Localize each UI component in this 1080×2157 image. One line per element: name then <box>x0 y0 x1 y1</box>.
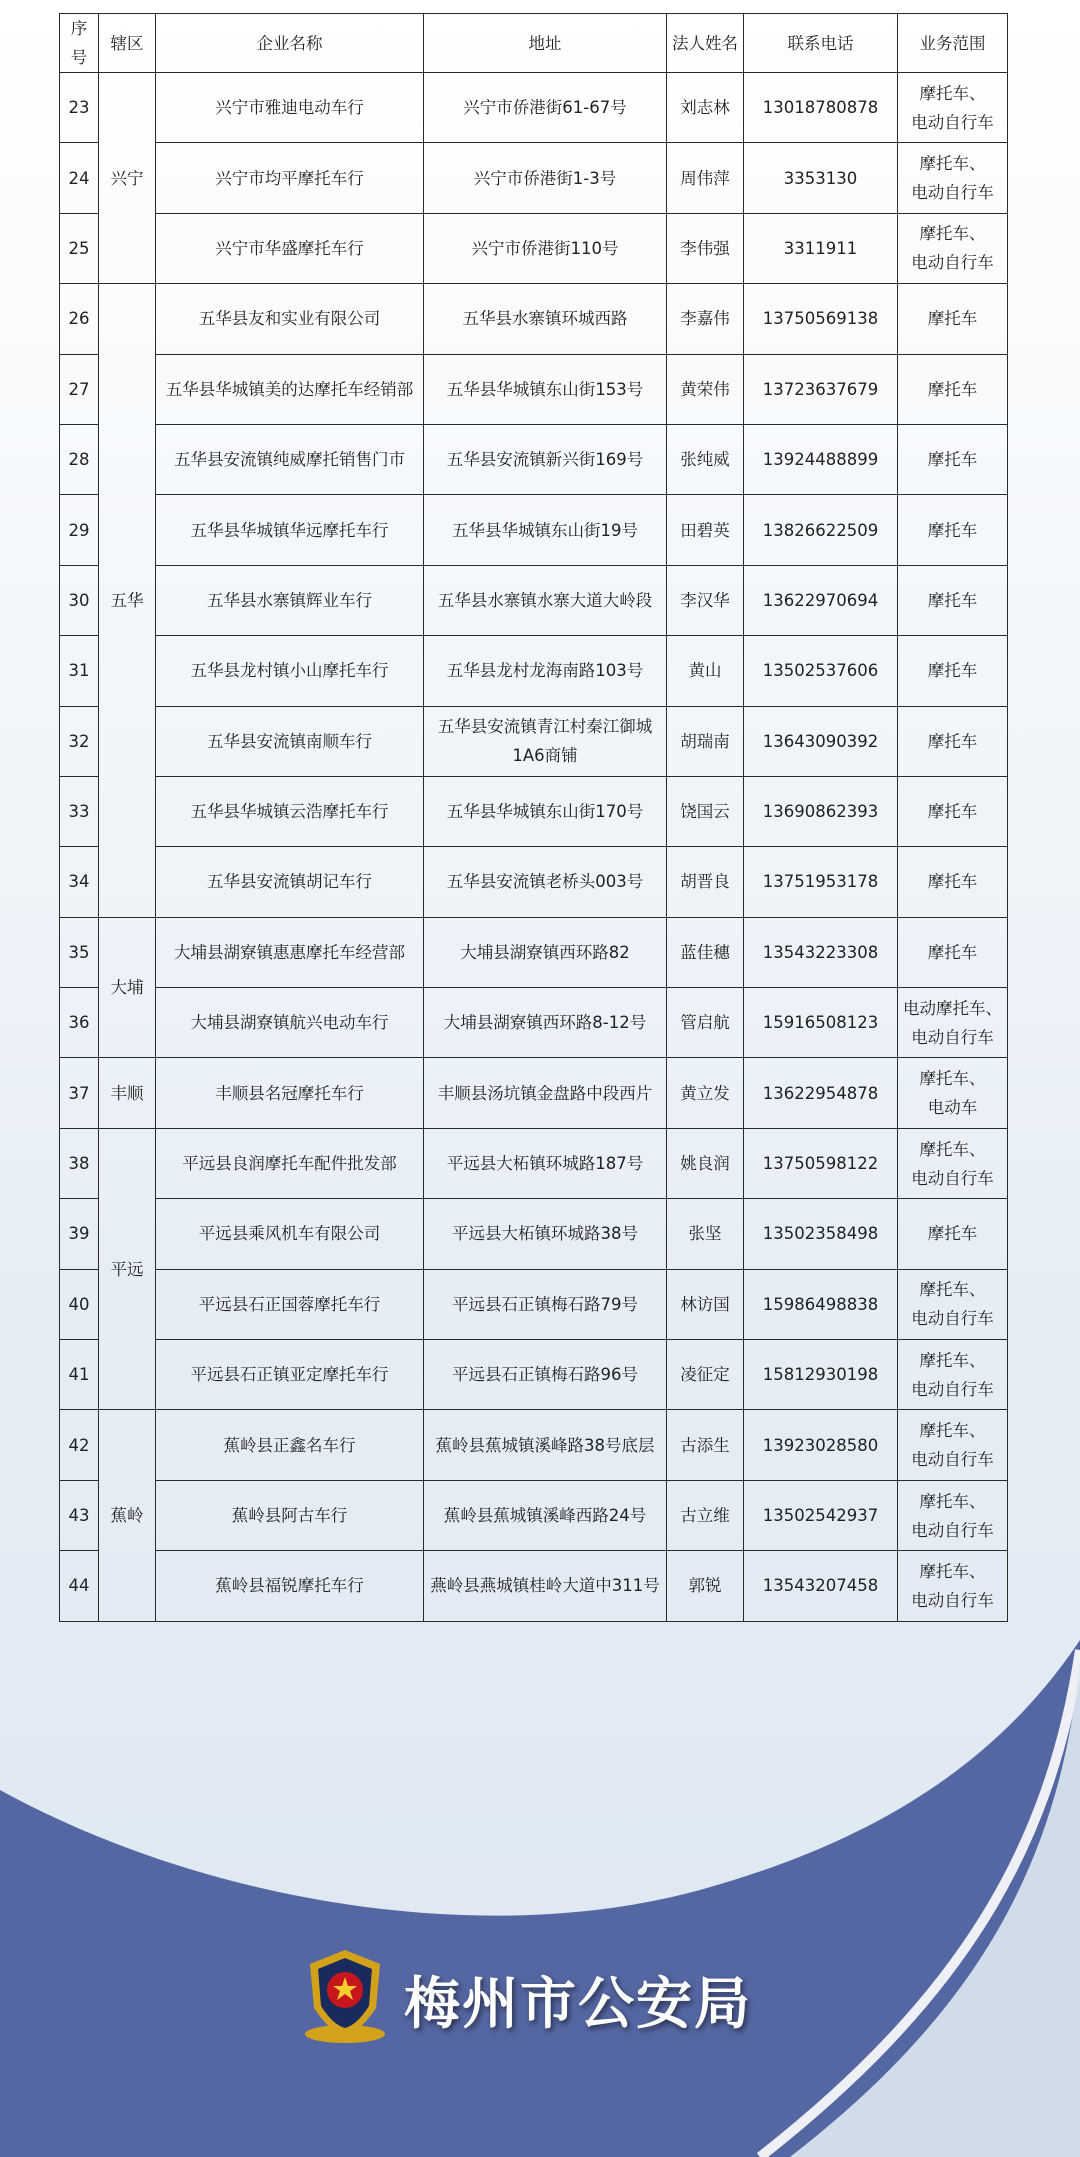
cell-scope <box>898 917 1008 987</box>
cell-company: 五华县友和实业有限公司 <box>156 284 424 354</box>
cell-phone: 13723637679 <box>744 354 898 424</box>
cell-address <box>424 1269 667 1339</box>
cell-company: 五华县水寨镇辉业车行 <box>156 565 424 635</box>
cell-phone: 3311911 <box>744 213 898 283</box>
cell-scope <box>898 847 1008 917</box>
cell-no: 42 <box>60 1410 99 1480</box>
cell-phone: 13502358498 <box>744 1199 898 1269</box>
cell-scope-line: 摩托车、 <box>919 224 986 244</box>
cell-phone: 13690862393 <box>744 776 898 846</box>
cell-scope-line: 电动自行车 <box>911 253 994 273</box>
cell-company: 蕉岭县正鑫名车行 <box>156 1410 424 1480</box>
cell-person: 周伟萍 <box>667 143 744 213</box>
cell-scope-line: 摩托车 <box>927 942 978 962</box>
cell-address-line: 五华县华城镇东山街153号 <box>446 379 644 399</box>
cell-no: 37 <box>60 1058 99 1128</box>
cell-scope <box>898 424 1008 494</box>
table-row <box>60 1551 1008 1621</box>
table-row <box>60 354 1008 424</box>
cell-address-line: 大埔县湖寮镇西环路8-12号 <box>443 1013 647 1033</box>
cell-address-line: 蕉岭县蕉城镇溪峰路38号底层 <box>435 1435 655 1455</box>
cell-scope-line: 摩托车 <box>927 802 978 822</box>
table-row <box>60 776 1008 846</box>
cell-scope-line: 摩托车 <box>927 450 978 470</box>
cell-scope <box>898 1058 1008 1128</box>
cell-address-line: 大埔县湖寮镇西环路82 <box>460 942 630 962</box>
cell-phone: 15916508123 <box>744 988 898 1058</box>
cell-no: 43 <box>60 1480 99 1550</box>
cell-phone: 13924488899 <box>744 424 898 494</box>
cell-scope-line: 摩托车、 <box>919 83 986 103</box>
cell-address <box>424 847 667 917</box>
cell-person: 刘志林 <box>667 73 744 143</box>
cell-no: 41 <box>60 1340 99 1410</box>
cell-address-line: 兴宁市侨港街1-3号 <box>473 168 617 188</box>
table-row <box>60 636 1008 706</box>
cell-scope-line: 摩托车 <box>927 590 978 610</box>
cell-district: 平远 <box>99 1128 156 1410</box>
cell-scope-line: 电动自行车 <box>911 1590 994 1610</box>
cell-person: 张纯威 <box>667 424 744 494</box>
cell-scope <box>898 1269 1008 1339</box>
cell-company: 兴宁市雅迪电动车行 <box>156 73 424 143</box>
cell-scope <box>898 565 1008 635</box>
cell-company: 蕉岭县阿古车行 <box>156 1480 424 1550</box>
cell-company: 五华县龙村镇小山摩托车行 <box>156 636 424 706</box>
cell-phone: 13751953178 <box>744 847 898 917</box>
header-address: 地址 <box>424 14 667 73</box>
cell-scope-line: 电动车 <box>927 1098 978 1118</box>
cell-district: 五华 <box>99 284 156 918</box>
cell-scope-line: 电动自行车 <box>911 1027 994 1047</box>
cell-person: 郭锐 <box>667 1551 744 1621</box>
cell-company: 五华县安流镇南顺车行 <box>156 706 424 776</box>
table-row <box>60 1058 1008 1128</box>
cell-district: 大埔 <box>99 917 156 1058</box>
cell-scope-line: 摩托车、 <box>919 1069 986 1089</box>
cell-scope <box>898 1340 1008 1410</box>
cell-scope-line: 电动自行车 <box>911 1309 994 1329</box>
cell-company: 大埔县湖寮镇航兴电动车行 <box>156 988 424 1058</box>
cell-scope-line: 摩托车 <box>927 520 978 540</box>
cell-no: 30 <box>60 565 99 635</box>
header-company: 企业名称 <box>156 14 424 73</box>
cell-address <box>424 917 667 987</box>
cell-scope <box>898 776 1008 846</box>
cell-person: 田碧英 <box>667 495 744 565</box>
cell-address-line: 五华县华城镇东山街170号 <box>446 802 644 822</box>
cell-person: 张坚 <box>667 1199 744 1269</box>
cell-scope-line: 摩托车、 <box>919 1139 986 1159</box>
cell-scope-line: 电动自行车 <box>911 1168 994 1188</box>
cell-address <box>424 565 667 635</box>
table-row <box>60 706 1008 776</box>
cell-person: 古立维 <box>667 1480 744 1550</box>
cell-no: 40 <box>60 1269 99 1339</box>
table-body <box>60 73 1008 1622</box>
cell-address <box>424 776 667 846</box>
cell-address <box>424 1480 667 1550</box>
cell-phone: 13543207458 <box>744 1551 898 1621</box>
cell-address <box>424 73 667 143</box>
cell-phone: 15986498838 <box>744 1269 898 1339</box>
cell-phone: 13543223308 <box>744 917 898 987</box>
cell-scope <box>898 284 1008 354</box>
cell-no: 28 <box>60 424 99 494</box>
cell-person: 黄荣伟 <box>667 354 744 424</box>
cell-company: 五华县华城镇华远摩托车行 <box>156 495 424 565</box>
cell-phone: 13622954878 <box>744 1058 898 1128</box>
cell-address-line: 五华县华城镇东山街19号 <box>452 520 638 540</box>
cell-no: 27 <box>60 354 99 424</box>
table-row <box>60 495 1008 565</box>
cell-scope-line: 摩托车 <box>927 731 978 751</box>
cell-scope-line: 摩托车 <box>927 309 978 329</box>
cell-person: 古添生 <box>667 1410 744 1480</box>
cell-address-line: 1A6商铺 <box>512 746 578 766</box>
cell-no: 25 <box>60 213 99 283</box>
cell-company: 五华县安流镇胡记车行 <box>156 847 424 917</box>
cell-scope-line: 电动自行车 <box>911 1520 994 1540</box>
cell-phone: 13622970694 <box>744 565 898 635</box>
cell-scope-line: 摩托车 <box>927 872 978 892</box>
table-row <box>60 1410 1008 1480</box>
table-row <box>60 1128 1008 1198</box>
cell-no: 33 <box>60 776 99 846</box>
cell-no: 32 <box>60 706 99 776</box>
cell-person: 黄立发 <box>667 1058 744 1128</box>
cell-person: 林访国 <box>667 1269 744 1339</box>
cell-scope-line: 摩托车 <box>927 1224 978 1244</box>
cell-person: 李汉华 <box>667 565 744 635</box>
cell-phone: 13826622509 <box>744 495 898 565</box>
cell-address <box>424 143 667 213</box>
cell-scope <box>898 636 1008 706</box>
cell-phone: 13750569138 <box>744 284 898 354</box>
cell-address <box>424 1410 667 1480</box>
cell-address <box>424 1128 667 1198</box>
cell-scope <box>898 1410 1008 1480</box>
cell-scope <box>898 1128 1008 1198</box>
dealer-table <box>59 13 1008 1622</box>
cell-scope-line: 摩托车、 <box>919 1350 986 1370</box>
cell-scope-line: 摩托车、 <box>919 1280 986 1300</box>
table-row <box>60 847 1008 917</box>
cell-no: 39 <box>60 1199 99 1269</box>
table-row <box>60 1269 1008 1339</box>
cell-scope <box>898 143 1008 213</box>
cell-address-line: 五华县龙村龙海南路103号 <box>446 661 644 681</box>
cell-address <box>424 1058 667 1128</box>
cell-address-line: 五华县安流镇老桥头003号 <box>446 872 644 892</box>
cell-district: 蕉岭 <box>99 1410 156 1621</box>
cell-no: 36 <box>60 988 99 1058</box>
cell-address <box>424 1199 667 1269</box>
cell-person: 胡晋良 <box>667 847 744 917</box>
cell-scope <box>898 988 1008 1058</box>
cell-address-line: 平远县石正镇梅石路96号 <box>452 1365 638 1385</box>
cell-person: 李嘉伟 <box>667 284 744 354</box>
cell-district: 丰顺 <box>99 1058 156 1128</box>
cell-company: 平远县良润摩托车配件批发部 <box>156 1128 424 1198</box>
cell-scope <box>898 73 1008 143</box>
cell-scope-line: 电动自行车 <box>911 1450 994 1470</box>
cell-person: 凌征定 <box>667 1340 744 1410</box>
cell-no: 26 <box>60 284 99 354</box>
cell-scope <box>898 354 1008 424</box>
cell-company: 平远县石正国蓉摩托车行 <box>156 1269 424 1339</box>
cell-company: 兴宁市均平摩托车行 <box>156 143 424 213</box>
cell-no: 34 <box>60 847 99 917</box>
cell-company: 五华县华城镇美的达摩托车经销部 <box>156 354 424 424</box>
cell-address <box>424 636 667 706</box>
table-header-row <box>60 14 1008 73</box>
cell-address-line: 兴宁市侨港街61-67号 <box>463 98 627 118</box>
cell-no: 24 <box>60 143 99 213</box>
cell-address-line: 兴宁市侨港街110号 <box>471 238 619 258</box>
cell-scope-line: 电动自行车 <box>911 112 994 132</box>
cell-no: 31 <box>60 636 99 706</box>
footer-title: 梅州市公安局 <box>404 1972 752 2037</box>
cell-scope-line: 摩托车 <box>927 661 978 681</box>
table-row <box>60 1480 1008 1550</box>
cell-address-line: 五华县水寨镇环城西路 <box>462 309 628 329</box>
cell-scope <box>898 213 1008 283</box>
cell-address <box>424 424 667 494</box>
cell-district: 兴宁 <box>99 73 156 284</box>
cell-address-line: 平远县石正镇梅石路79号 <box>452 1294 638 1314</box>
cell-address <box>424 284 667 354</box>
cell-no: 23 <box>60 73 99 143</box>
cell-address-line: 五华县安流镇新兴街169号 <box>446 450 644 470</box>
header-phone: 联系电话 <box>744 14 898 73</box>
cell-company: 丰顺县名冠摩托车行 <box>156 1058 424 1128</box>
cell-address-line: 五华县安流镇青江村秦江御城 <box>437 717 653 737</box>
cell-company: 平远县乘风机车有限公司 <box>156 1199 424 1269</box>
cell-phone: 15812930198 <box>744 1340 898 1410</box>
cell-phone: 13502537606 <box>744 636 898 706</box>
cell-person: 李伟强 <box>667 213 744 283</box>
cell-scope-line: 电动自行车 <box>911 183 994 203</box>
cell-scope-line: 摩托车、 <box>919 1561 986 1581</box>
cell-address <box>424 354 667 424</box>
cell-person: 黄山 <box>667 636 744 706</box>
cell-address-line: 平远县大柘镇环城路187号 <box>446 1154 644 1174</box>
cell-phone: 13750598122 <box>744 1128 898 1198</box>
table-row <box>60 1340 1008 1410</box>
table-row <box>60 143 1008 213</box>
cell-address <box>424 1340 667 1410</box>
cell-address-line: 五华县水寨镇水寨大道大岭段 <box>437 590 653 610</box>
table-row <box>60 988 1008 1058</box>
table-row <box>60 424 1008 494</box>
cell-address <box>424 495 667 565</box>
table-row <box>60 565 1008 635</box>
header-person: 法人姓名 <box>667 14 744 73</box>
cell-person: 饶国云 <box>667 776 744 846</box>
cell-phone: 3353130 <box>744 143 898 213</box>
cell-person: 蓝佳穗 <box>667 917 744 987</box>
cell-scope-line: 摩托车、 <box>919 1491 986 1511</box>
header-no: 序号 <box>60 14 99 73</box>
cell-person: 管启航 <box>667 988 744 1058</box>
cell-phone: 13502542937 <box>744 1480 898 1550</box>
cell-address <box>424 213 667 283</box>
cell-address-line: 平远县大柘镇环城路38号 <box>452 1224 638 1244</box>
cell-address-line: 丰顺县汤坑镇金盘路中段西片 <box>437 1083 653 1103</box>
cell-no: 35 <box>60 917 99 987</box>
table-row <box>60 73 1008 143</box>
table-row <box>60 213 1008 283</box>
cell-address <box>424 1551 667 1621</box>
cell-company: 大埔县湖寮镇惠惠摩托车经营部 <box>156 917 424 987</box>
cell-address <box>424 988 667 1058</box>
police-emblem-icon <box>300 1946 390 2046</box>
cell-address <box>424 706 667 776</box>
table-row <box>60 1199 1008 1269</box>
cell-no: 29 <box>60 495 99 565</box>
cell-scope-line: 电动自行车 <box>911 1379 994 1399</box>
cell-scope <box>898 495 1008 565</box>
cell-company: 平远县石正镇亚定摩托车行 <box>156 1340 424 1410</box>
cell-company: 五华县安流镇纯威摩托销售门市 <box>156 424 424 494</box>
cell-scope <box>898 706 1008 776</box>
cell-scope-line: 摩托车、 <box>919 154 986 174</box>
cell-scope-line: 摩托车、 <box>919 1421 986 1441</box>
header-scope: 业务范围 <box>898 14 1008 73</box>
cell-no: 38 <box>60 1128 99 1198</box>
cell-address-line: 蕉岭县蕉城镇溪峰西路24号 <box>443 1506 647 1525</box>
cell-company: 五华县华城镇云浩摩托车行 <box>156 776 424 846</box>
table-row <box>60 917 1008 987</box>
cell-address-line: 燕岭县燕城镇桂岭大道中311号 <box>430 1576 660 1596</box>
cell-phone: 13643090392 <box>744 706 898 776</box>
cell-scope <box>898 1199 1008 1269</box>
cell-company: 兴宁市华盛摩托车行 <box>156 213 424 283</box>
cell-phone: 13018780878 <box>744 73 898 143</box>
header-district: 辖区 <box>99 14 156 73</box>
cell-company: 蕉岭县福锐摩托车行 <box>156 1551 424 1621</box>
cell-no: 44 <box>60 1551 99 1621</box>
cell-phone: 13923028580 <box>744 1410 898 1480</box>
cell-scope-line: 电动摩托车、 <box>903 998 1002 1018</box>
cell-scope <box>898 1551 1008 1621</box>
cell-scope-line: 摩托车 <box>927 379 978 399</box>
cell-scope <box>898 1480 1008 1550</box>
cell-person: 姚良润 <box>667 1128 744 1198</box>
table-row <box>60 284 1008 354</box>
cell-person: 胡瑞南 <box>667 706 744 776</box>
